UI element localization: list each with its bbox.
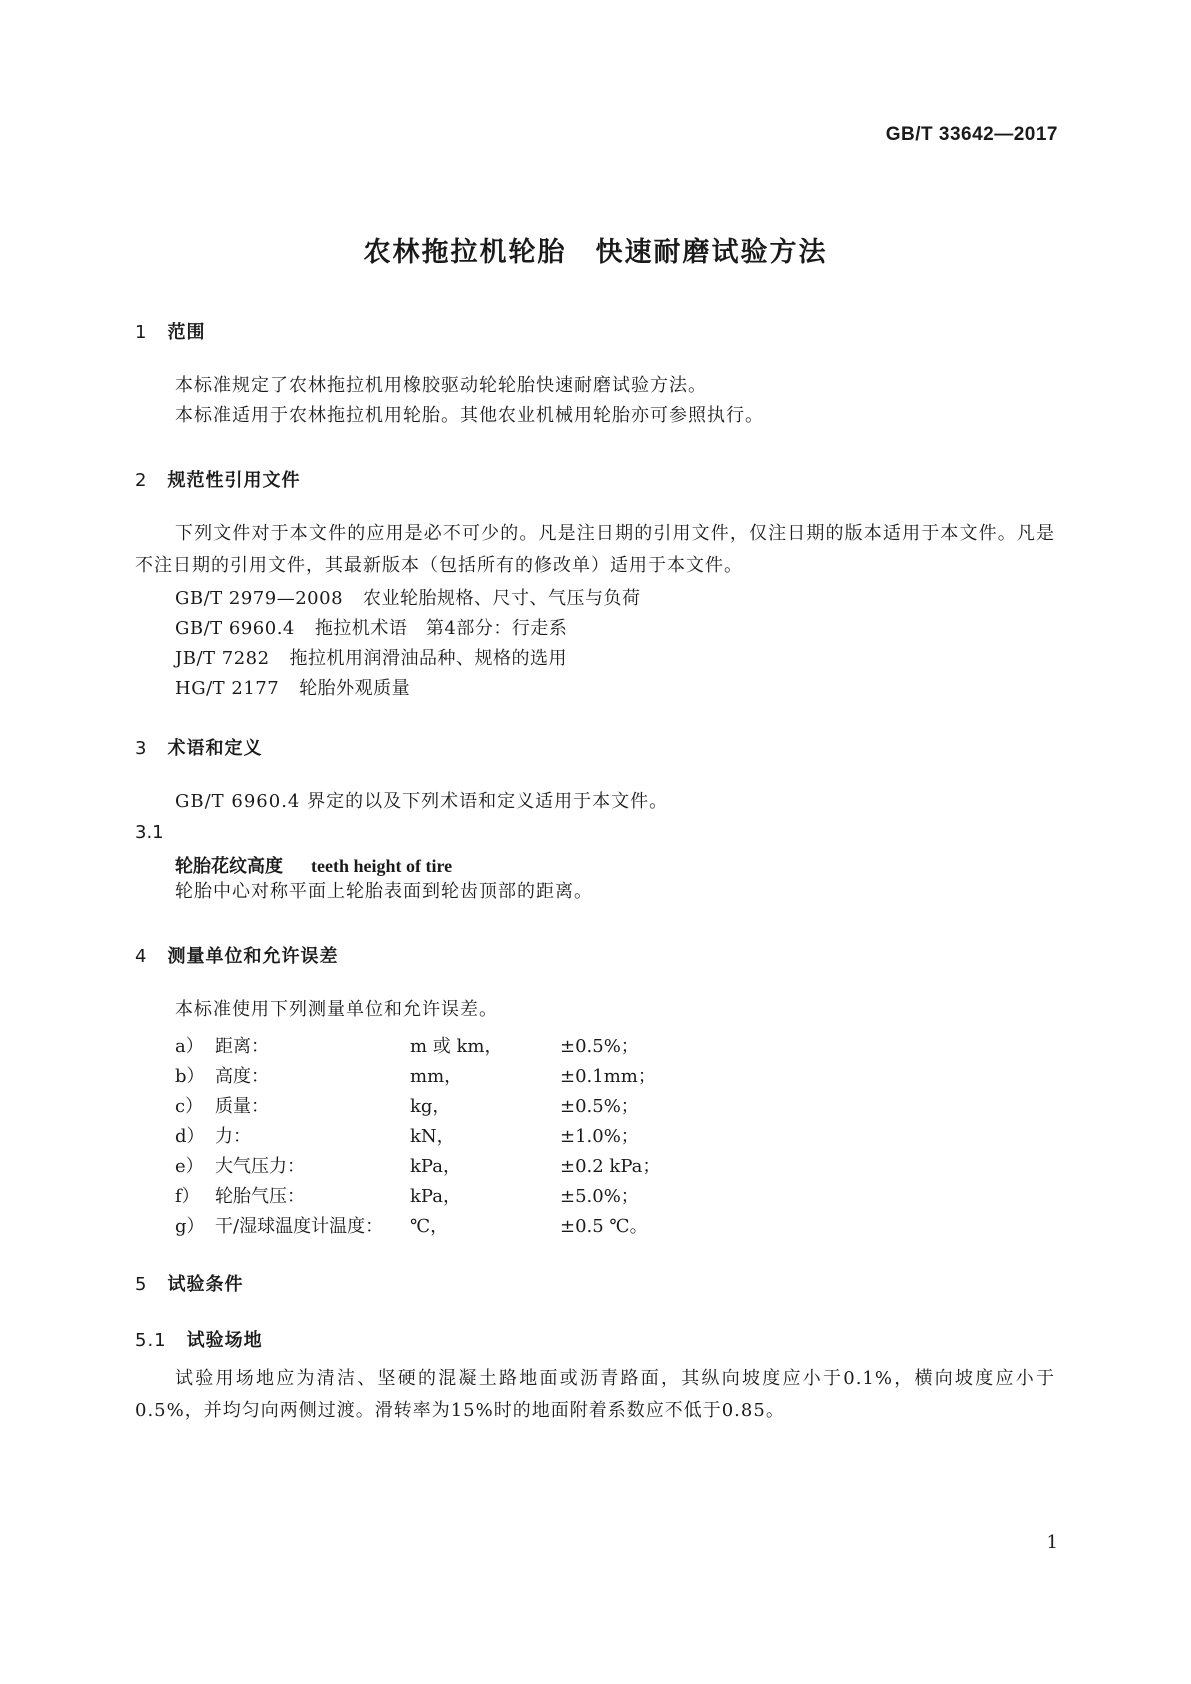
section-number: 2 bbox=[135, 470, 148, 491]
unit-row-tolerance: ±0.1mm； bbox=[560, 1066, 656, 1087]
reference-code: JB/T 7282 bbox=[175, 648, 270, 669]
paragraph: 下列文件对于本文件的应用是必不可少的。凡是注日期的引用文件，仅注日期的版本适用于本文件。凡是不注日期的引用文件，其最新版本（包括所有的修改单）适用于本文件。 bbox=[135, 523, 1055, 576]
standard-code: GB/T 33642—2017 bbox=[885, 124, 1058, 145]
reference-title: 农业轮胎规格、尺寸、气压与负荷 bbox=[363, 588, 641, 609]
unit-row-label: f） bbox=[175, 1186, 200, 1207]
section-heading-test-conditions bbox=[135, 1270, 243, 1296]
section-heading-normative-refs bbox=[135, 466, 300, 492]
unit-row-label: a） bbox=[175, 1036, 204, 1057]
term-definition: 轮胎中心对称平面上轮胎表面到轮齿顶部的距离。 bbox=[175, 881, 593, 902]
unit-row-unit: m 或 km， bbox=[410, 1036, 503, 1057]
paragraph: 试验用场地应为清洁、坚硬的混凝土路地面或沥青路面，其纵向坡度应小于0.1%，横向坡度应小于0.5%，并均匀向两侧过渡。滑转率为15%时的地面附着系数应不低于0.85。 bbox=[135, 1368, 1055, 1421]
reference-code: GB/T 6960.4 bbox=[175, 618, 295, 639]
unit-row bbox=[175, 1092, 695, 1120]
unit-row-tolerance: ±1.0%； bbox=[560, 1126, 639, 1147]
unit-row-quantity: 大气压力： bbox=[215, 1156, 305, 1177]
subsection-heading-test-site bbox=[135, 1326, 263, 1352]
reference-code: HG/T 2177 bbox=[175, 678, 280, 699]
unit-row bbox=[175, 1182, 695, 1210]
reference-code: GB/T 2979—2008 bbox=[175, 588, 344, 609]
document-title: 农林拖拉机轮胎 快速耐磨试验方法 bbox=[363, 237, 828, 268]
unit-row-label: c） bbox=[175, 1096, 204, 1117]
unit-row-quantity: 干/湿球温度计温度： bbox=[215, 1216, 384, 1237]
unit-row-quantity: 高度： bbox=[215, 1066, 269, 1087]
reference-item bbox=[175, 674, 410, 700]
unit-row bbox=[175, 1122, 695, 1150]
unit-row bbox=[175, 1032, 695, 1060]
reference-item bbox=[175, 584, 641, 610]
reference-title: 拖拉机用润滑油品种、规格的选用 bbox=[289, 648, 568, 669]
unit-row-quantity: 距离： bbox=[215, 1036, 269, 1057]
unit-row bbox=[175, 1212, 695, 1240]
section-heading-scope bbox=[135, 318, 205, 344]
unit-row-tolerance: ±5.0%； bbox=[560, 1186, 639, 1207]
section-heading-terms bbox=[135, 734, 262, 760]
unit-row-label: b） bbox=[175, 1066, 205, 1087]
section-title: 测量单位和允许误差 bbox=[167, 946, 339, 967]
paragraph: 本标准使用下列测量单位和允许误差。 bbox=[175, 999, 498, 1020]
section-heading-units bbox=[135, 942, 338, 968]
reference-item bbox=[175, 614, 567, 640]
unit-row-label: d） bbox=[175, 1126, 205, 1147]
unit-row-unit: kg， bbox=[410, 1096, 451, 1117]
unit-row-tolerance: ±0.2 kPa； bbox=[560, 1156, 661, 1177]
reference-title: 轮胎外观质量 bbox=[299, 678, 411, 699]
unit-row-quantity: 力： bbox=[215, 1126, 251, 1147]
section-title: 试验条件 bbox=[167, 1274, 244, 1295]
unit-row-quantity: 轮胎气压： bbox=[215, 1186, 305, 1207]
unit-row bbox=[175, 1152, 695, 1180]
unit-row-label: g） bbox=[175, 1216, 205, 1237]
unit-row-unit: kPa， bbox=[410, 1156, 461, 1177]
section-title: 规范性引用文件 bbox=[167, 470, 301, 491]
section-number: 1 bbox=[135, 322, 148, 343]
paragraph: 本标准适用于农林拖拉机用轮胎。其他农业机械用轮胎亦可参照执行。 bbox=[175, 405, 764, 426]
unit-row-tolerance: ±0.5%； bbox=[560, 1036, 639, 1057]
section-title: 范围 bbox=[167, 322, 206, 343]
section-number: 4 bbox=[135, 946, 148, 967]
unit-row-unit: mm， bbox=[410, 1066, 463, 1087]
unit-row-quantity: 质量： bbox=[215, 1096, 269, 1117]
reference-item bbox=[175, 644, 567, 670]
unit-row-label: e） bbox=[175, 1156, 204, 1177]
paragraph: 本标准规定了农林拖拉机用橡胶驱动轮轮胎快速耐磨试验方法。 bbox=[175, 375, 707, 396]
unit-row-tolerance: ±0.5 ℃。 bbox=[560, 1216, 648, 1237]
page-number: 1 bbox=[1046, 1532, 1058, 1553]
unit-row-tolerance: ±0.5%； bbox=[560, 1096, 639, 1117]
term-number: 3.1 bbox=[135, 822, 164, 843]
subsection-title: 试验场地 bbox=[186, 1330, 263, 1351]
unit-row-unit: kPa， bbox=[410, 1186, 461, 1207]
term-en: teeth height of tire bbox=[311, 856, 453, 876]
reference-title: 拖拉机术语 第4部分：行走系 bbox=[314, 618, 568, 639]
unit-row-unit: ℃， bbox=[410, 1216, 449, 1237]
section-number: 3 bbox=[135, 738, 148, 759]
term-entry bbox=[175, 852, 452, 878]
unit-row-unit: kN， bbox=[410, 1126, 455, 1147]
section-number: 5 bbox=[135, 1274, 148, 1295]
subsection-number: 5.1 bbox=[135, 1330, 167, 1351]
unit-row bbox=[175, 1062, 695, 1090]
term-zh: 轮胎花纹高度 bbox=[175, 856, 283, 877]
section-title: 术语和定义 bbox=[167, 738, 263, 759]
paragraph: GB/T 6960.4 界定的以及下列术语和定义适用于本文件。 bbox=[175, 791, 669, 812]
